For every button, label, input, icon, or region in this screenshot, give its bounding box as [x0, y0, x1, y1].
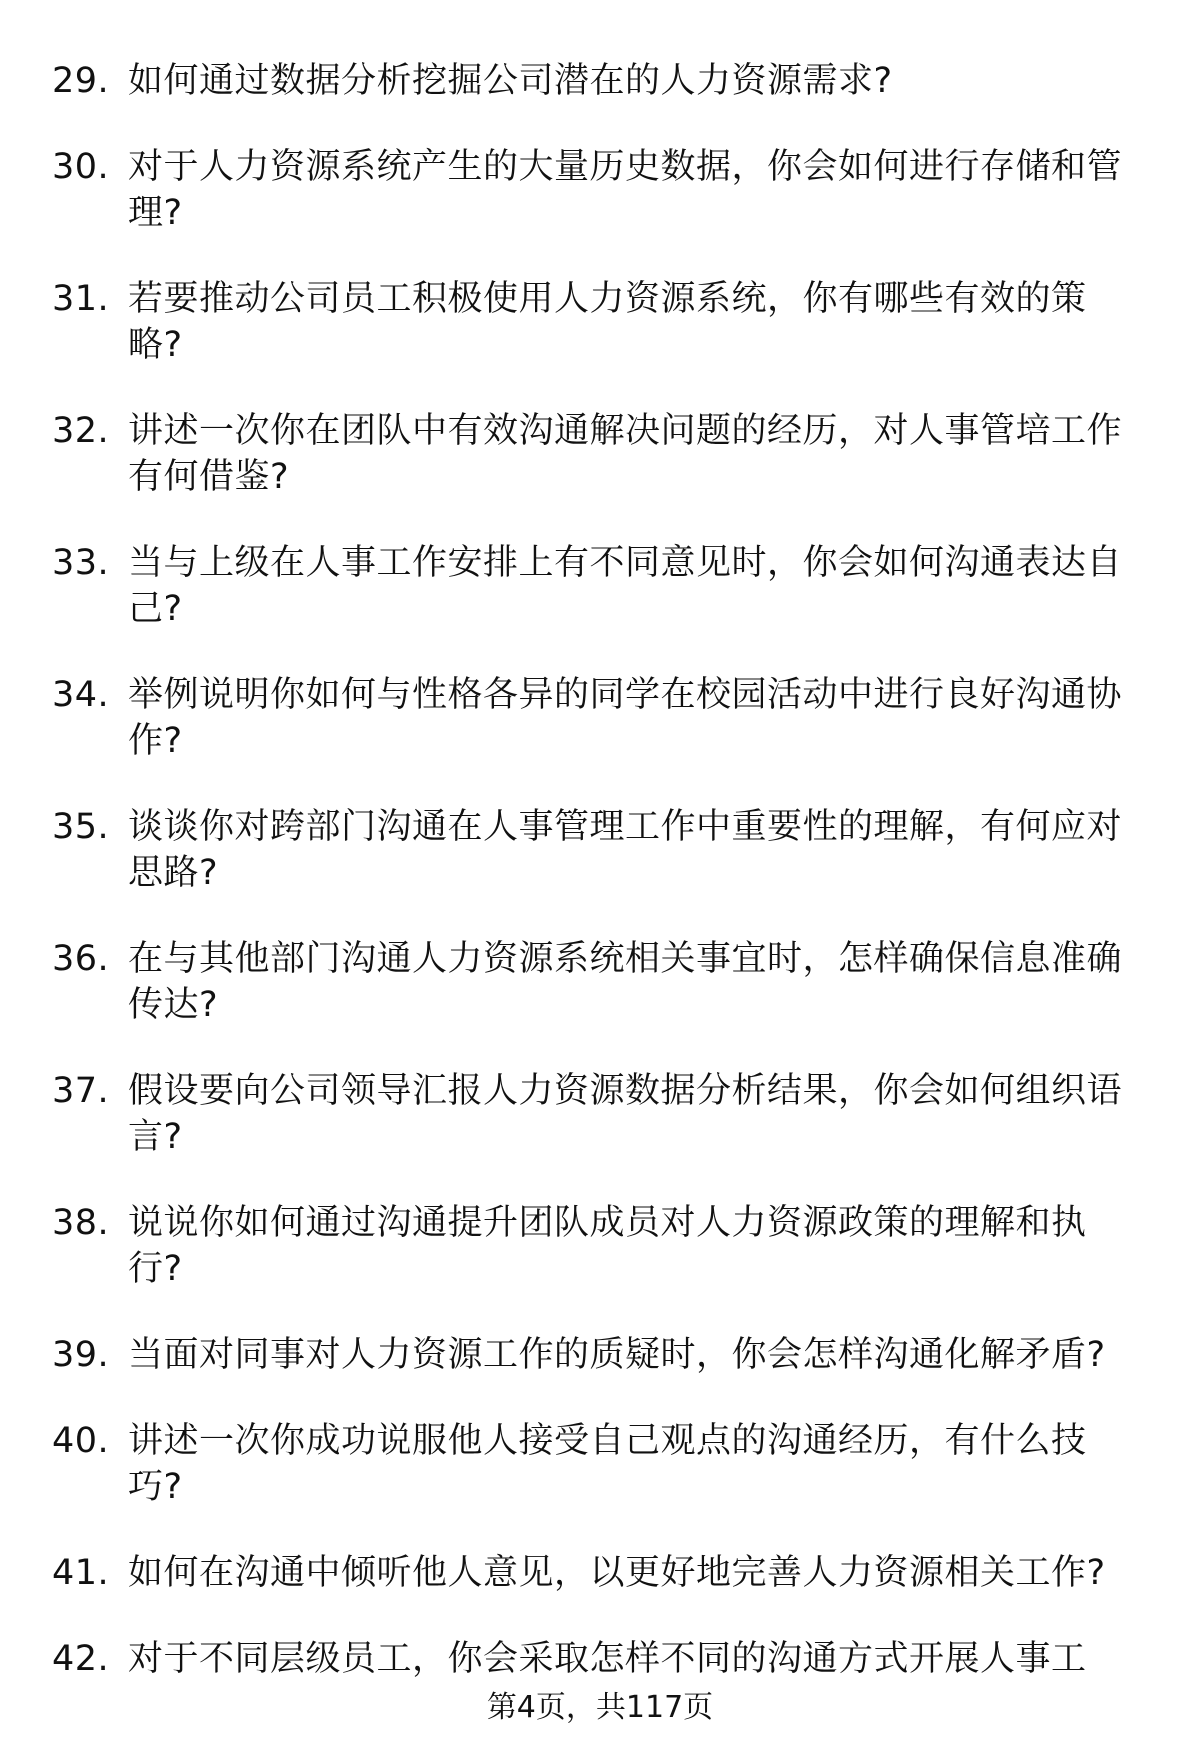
question-number: 29. — [52, 61, 110, 101]
question-text: 说说你如何通过沟通提升团队成员对人力资源政策的理解和执行? — [128, 1203, 1087, 1289]
question-number: 36. — [52, 939, 110, 979]
question-number: 34. — [52, 675, 110, 715]
question-number: 41. — [52, 1553, 110, 1593]
question-text: 若要推动公司员工积极使用人力资源系统，你有哪些有效的策略? — [128, 279, 1087, 365]
question-item — [0, 672, 1200, 764]
question-item — [0, 276, 1200, 368]
question-number: 40. — [52, 1421, 110, 1461]
question-number: 35. — [52, 807, 110, 847]
question-item — [0, 1068, 1200, 1160]
question-number: 38. — [52, 1203, 110, 1243]
page-number-footer: 第4页，共117页 — [486, 1690, 714, 1725]
question-list — [0, 58, 1200, 1722]
question-number: 42. — [52, 1639, 110, 1679]
question-item — [0, 1332, 1200, 1378]
question-text: 对于人力资源系统产生的大量历史数据，你会如何进行存储和管理? — [128, 147, 1123, 233]
question-text: 举例说明你如何与性格各异的同学在校园活动中进行良好沟通协作? — [128, 675, 1123, 761]
question-text: 讲述一次你成功说服他人接受自己观点的沟通经历，有什么技巧? — [128, 1421, 1087, 1507]
question-number: 32. — [52, 411, 110, 451]
question-number: 31. — [52, 279, 110, 319]
question-item — [0, 408, 1200, 500]
question-text: 如何通过数据分析挖掘公司潜在的人力资源需求? — [128, 61, 893, 101]
question-number: 37. — [52, 1071, 110, 1111]
question-item — [0, 540, 1200, 632]
question-item — [0, 58, 1200, 104]
question-number: 30. — [52, 147, 110, 187]
question-number: 33. — [52, 543, 110, 583]
question-item — [0, 936, 1200, 1028]
question-text: 当面对同事对人力资源工作的质疑时，你会怎样沟通化解矛盾? — [128, 1335, 1106, 1375]
question-item — [0, 144, 1200, 236]
question-item — [0, 1200, 1200, 1292]
question-text: 当与上级在人事工作安排上有不同意见时，你会如何沟通表达自己? — [128, 543, 1123, 629]
question-text: 如何在沟通中倾听他人意见，以更好地完善人力资源相关工作? — [128, 1553, 1106, 1593]
question-text: 假设要向公司领导汇报人力资源数据分析结果，你会如何组织语言? — [128, 1071, 1123, 1157]
question-number: 39. — [52, 1335, 110, 1375]
question-text: 讲述一次你在团队中有效沟通解决问题的经历，对人事管培工作有何借鉴? — [128, 411, 1123, 497]
question-item — [0, 1418, 1200, 1510]
question-text: 对于不同层级员工，你会采取怎样不同的沟通方式开展人事工 — [128, 1639, 1087, 1679]
question-text: 谈谈你对跨部门沟通在人事管理工作中重要性的理解，有何应对思路? — [128, 807, 1123, 893]
question-item — [0, 1550, 1200, 1596]
question-item — [0, 1636, 1200, 1682]
question-item — [0, 804, 1200, 896]
question-text: 在与其他部门沟通人力资源系统相关事宜时，怎样确保信息准确传达? — [128, 939, 1123, 1025]
